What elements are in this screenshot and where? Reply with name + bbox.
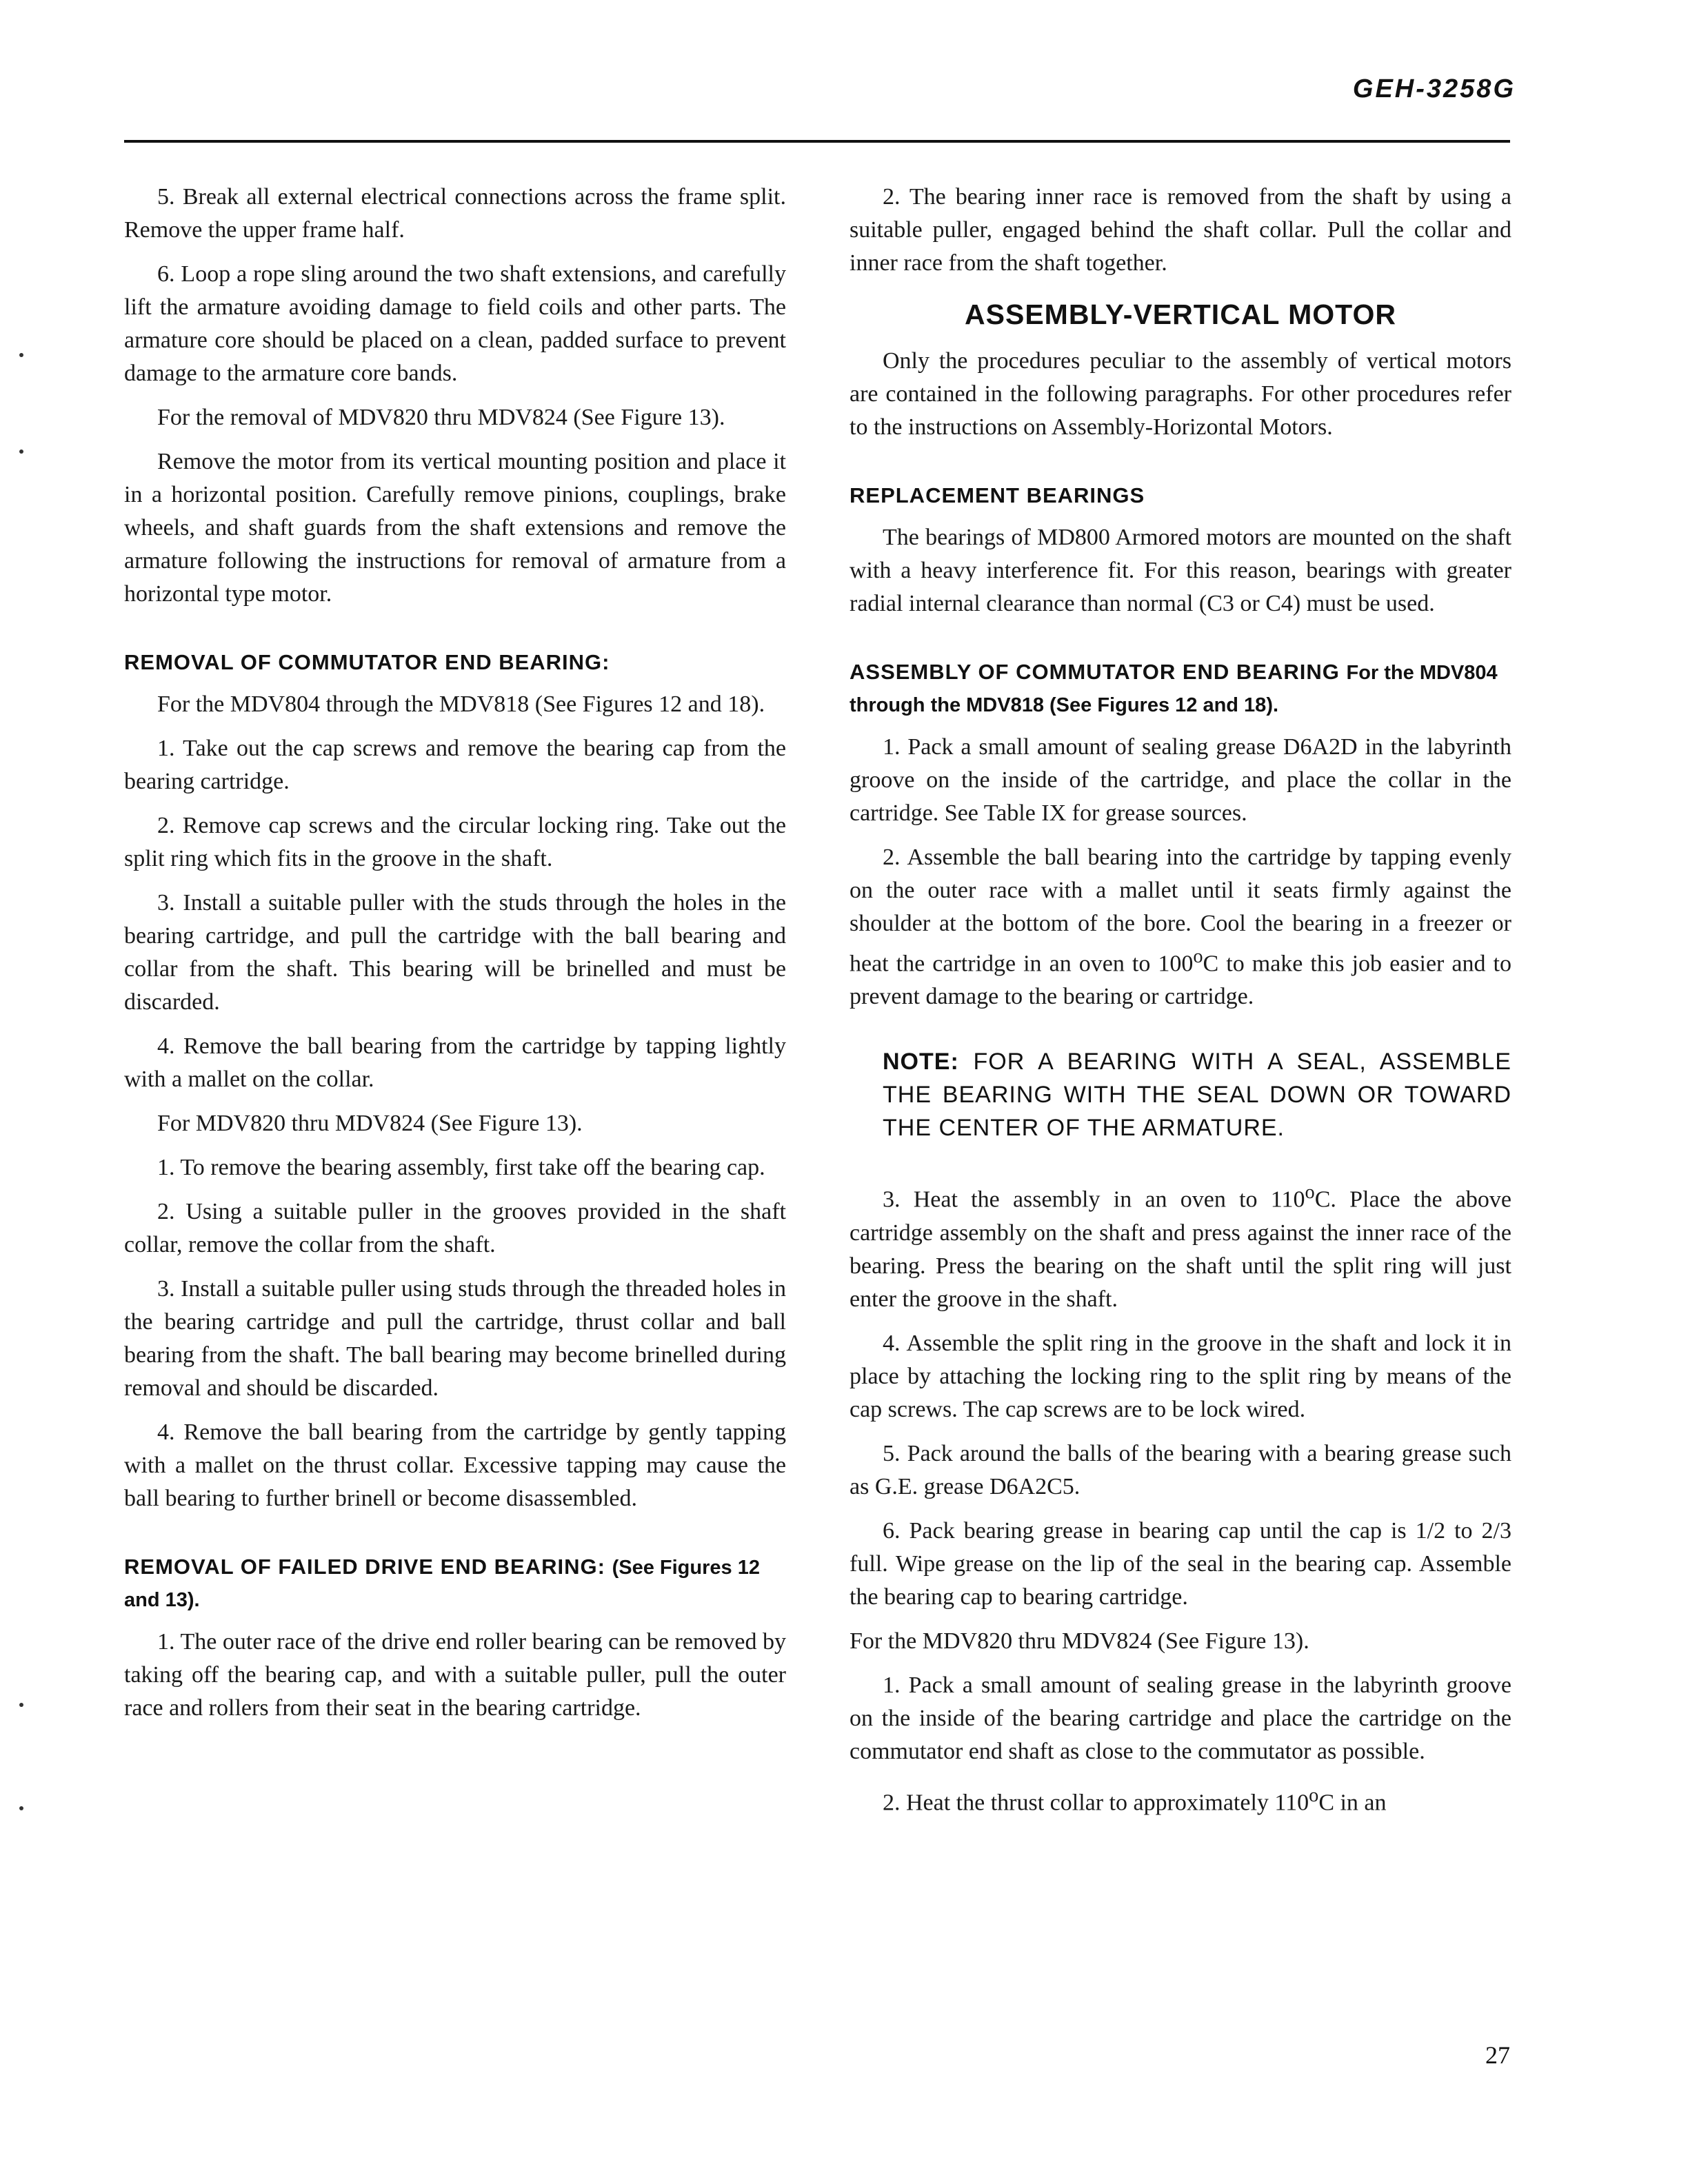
section-heading-removal-commutator: REMOVAL OF COMMUTATOR END BEARING: xyxy=(124,650,610,674)
page-number: 27 xyxy=(1485,2041,1510,2069)
text-run: 2. Heat the thrust collar to approximately 110 xyxy=(883,1789,1309,1815)
paragraph: 2. The bearing inner race is removed from the shaft by using a suitable puller, engaged behind the shaft collar. Pull the collar and inner race from the shaft together. xyxy=(850,184,1511,276)
paragraph: 6. Loop a rope sling around the two shaft extensions, and carefully lift the armature avoiding damage to field coils and other parts. The armature core should be placed on a clean, padded surface to prevent damage to the armature core bands. xyxy=(124,261,786,386)
text-run: 2. Assemble the ball bearing into the cartridge by tapping evenly on the outer race with a mallet until it seats firmly against the shoulder at the bottom of the bore. Cool the bearing in a freezer or heat the cartridge in an oven to 100 xyxy=(850,845,1511,977)
paragraph: For the MDV820 thru MDV824 (See Figure 13). xyxy=(850,1628,1309,1654)
section-heading-assembly-commutator xyxy=(850,656,1511,721)
paragraph: 1. Pack a small amount of sealing grease D6A2D in the labyrinth groove on the inside of the cartridge, and place the collar in the cartridge. See Table IX for grease sources. xyxy=(850,734,1511,826)
paragraph: Only the procedures peculiar to the assembly of vertical motors are contained in the following paragraphs. For other procedures refer to the instructions on Assembly-Horizontal Motors. xyxy=(850,348,1511,440)
paragraph: 4. Remove the ball bearing from the cartridge by tapping lightly with a mallet on the collar. xyxy=(124,1033,786,1092)
degree-superscript: o xyxy=(1309,1784,1319,1806)
paragraph: 4. Assemble the split ring in the groove in the shaft and lock it in place by attaching the locking ring to the split ring by means of the cap screws. The cap screws are to be lock wired. xyxy=(850,1330,1511,1422)
degree-superscript: o xyxy=(1305,1182,1315,1204)
heading-subtext: For the MDV804 through the MDV818 (See Figures 12 and 18). xyxy=(850,662,1498,716)
paragraph: 1. Pack a small amount of sealing grease in the labyrinth groove on the inside of the bearing cartridge and place the cartridge on the commutator end shaft as close to the commutator as possible. xyxy=(850,1672,1511,1764)
paragraph: 5. Pack around the balls of the bearing with a bearing grease such as G.E. grease D6A2C5. xyxy=(850,1440,1511,1499)
section-heading-removal-drive-end xyxy=(124,1551,786,1616)
paragraph: 2. Remove cap screws and the circular locking ring. Take out the split ring which fits in the groove in the shaft. xyxy=(124,813,786,871)
paragraph: 3. Install a suitable puller with the studs through the holes in the bearing cartridge, and pull the cartridge with the ball bearing and collar from the shaft. This bearing will be brinelled and must be discarded. xyxy=(124,890,786,1015)
paragraph: 4. Remove the ball bearing from the cartridge by gently tapping with a mallet on the thrust collar. Excessive tapping may cause the ball bearing to further brinell or become disassembled. xyxy=(124,1419,786,1511)
heading-subtext: (See Figures 12 and 13). xyxy=(124,1557,760,1611)
left-column xyxy=(124,181,786,1736)
section-title-assembly-vertical: ASSEMBLY-VERTICAL MOTOR xyxy=(965,299,1396,330)
paragraph xyxy=(850,1176,1511,1315)
degree-superscript: o xyxy=(1193,946,1203,967)
paragraph: For the removal of MDV820 thru MDV824 (See Figure 13). xyxy=(157,405,725,430)
paragraph: 2. Using a suitable puller in the grooves provided in the shaft collar, remove the collar from the shaft. xyxy=(124,1199,786,1257)
paragraph: 5. Break all external electrical connections across the frame split. Remove the upper frame half. xyxy=(124,184,786,243)
header-rule xyxy=(124,140,1510,143)
text-run: 3. Heat the assembly in an oven to 110 xyxy=(883,1186,1305,1213)
margin-mark xyxy=(19,353,23,357)
heading-text: REMOVAL OF FAILED DRIVE END BEARING: xyxy=(124,1555,605,1579)
paragraph: 1. The outer race of the drive end roller bearing can be removed by taking off the bearing cap, and with a suitable puller, pull the outer race and rollers from their seat in the bearing cartridge. xyxy=(124,1629,786,1721)
section-heading-replacement-bearings: REPLACEMENT BEARINGS xyxy=(850,483,1145,507)
paragraph: For MDV820 thru MDV824 (See Figure 13). xyxy=(157,1111,583,1136)
margin-mark xyxy=(19,1703,23,1707)
document-id: GEH-3258G xyxy=(1352,74,1516,103)
margin-mark xyxy=(19,1806,23,1810)
paragraph: 1. To remove the bearing assembly, first take off the bearing cap. xyxy=(157,1155,765,1180)
note-text: FOR A BEARING WITH A SEAL, ASSEMBLE THE BEARING WITH THE SEAL DOWN OR TOWARD THE CENTER OF THE ARMATURE. xyxy=(883,1049,1511,1142)
text-run: C to make this job easier and to prevent damage to the bearing or cartridge. xyxy=(850,951,1511,1010)
paragraph: For the MDV804 through the MDV818 (See Figures 12 and 18). xyxy=(157,691,765,717)
right-column xyxy=(850,181,1511,1830)
paragraph: 6. Pack bearing grease in bearing cap until the cap is 1/2 to 2/3 full. Wipe grease on the lip of the seal in the bearing cap. Assemble the bearing cap to bearing cartridge. xyxy=(850,1517,1511,1610)
heading-text: ASSEMBLY OF COMMUTATOR END BEARING xyxy=(850,660,1340,684)
note-block xyxy=(883,1045,1511,1144)
text-run: C in an xyxy=(1318,1789,1387,1815)
paragraph xyxy=(850,1779,1511,1819)
paragraph: 3. Install a suitable puller using studs through the threaded holes in the bearing cartridge and pull the cartridge, thrust collar and ball bearing from the shaft. The ball bearing may become brinelled during removal and should be discarded. xyxy=(124,1276,786,1401)
text-run: C. Place the above cartridge assembly on the shaft and press against the inner race of the bearing. Press the bearing on the shaft until the split ring will just enter the groove in the shaft. xyxy=(850,1186,1511,1312)
margin-mark xyxy=(19,449,23,454)
paragraph: 1. Take out the cap screws and remove the bearing cap from the bearing cartridge. xyxy=(124,736,786,794)
paragraph: The bearings of MD800 Armored motors are mounted on the shaft with a heavy interference fit. For this reason, bearings with greater radial internal clearance than normal (C3 or C4) must be used. xyxy=(850,525,1511,616)
paragraph: Remove the motor from its vertical mounting position and place it in a horizontal position. Carefully remove pinions, couplings, brake wheels, and shaft guards from the shaft extensions and remove the armature following the instructions for removal of armature from a horizontal type motor. xyxy=(124,449,786,607)
note-label: NOTE: xyxy=(883,1049,959,1075)
paragraph xyxy=(850,841,1511,1013)
